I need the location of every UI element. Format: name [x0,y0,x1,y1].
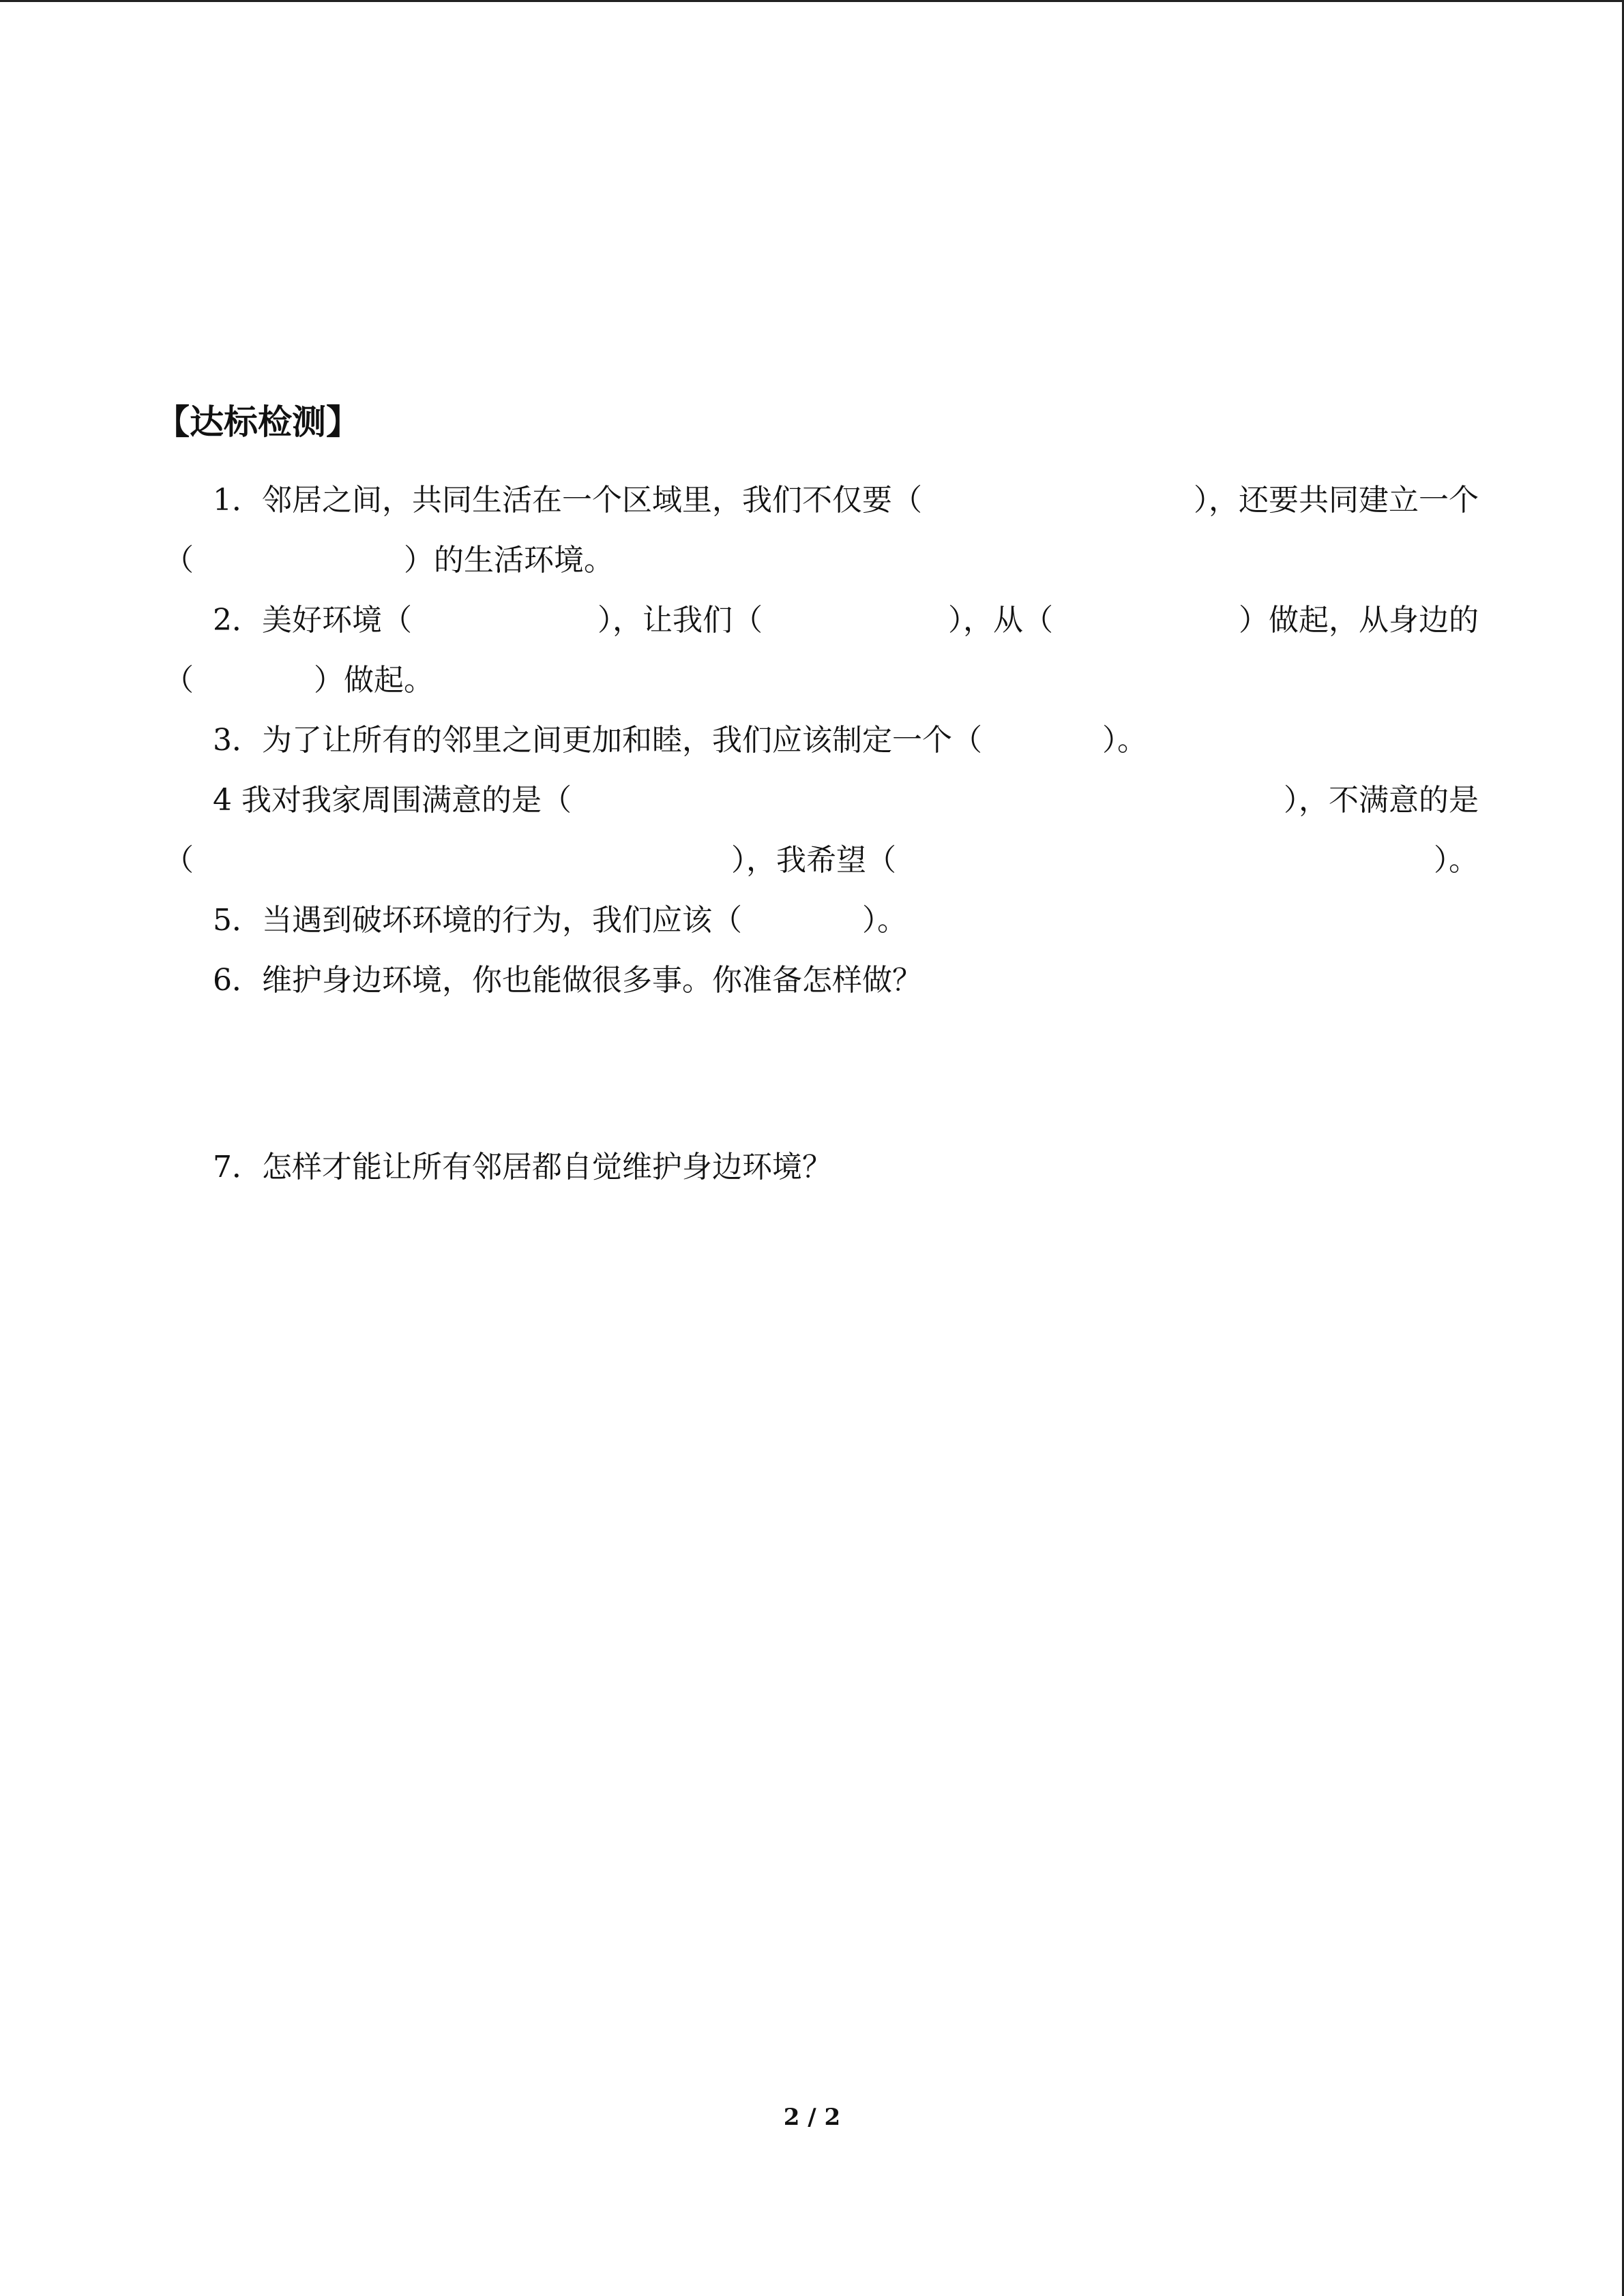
question-4-text-right: ），不满意的是 [1284,783,1479,818]
question-1-text-right: ），还要共同建立一个 [1194,483,1479,518]
question-2-text-b: ），让我们（ [597,603,763,638]
question-1-text-left: 1．邻居之间，共同生活在一个区域里，我们不仅要（ [213,483,922,518]
question-2-line-1 [164,591,1479,651]
question-7-text: 7．怎样才能让所有邻居都自觉维护身边环境？ [213,1150,832,1184]
question-4-text-left: 4 我对我家周围满意的是（ [213,783,572,818]
question-4-line-1 [164,771,1479,831]
question-2-line-2 [164,651,1479,711]
question-1-text-cont: （ ）的生活环境。 [164,543,614,578]
section-heading: 【达标检测】 [156,402,360,442]
question-4-line-2 [164,831,1479,891]
question-1-line-2 [164,531,1479,591]
question-4-text-b: ），我希望（ [731,843,896,878]
question-2-text-c: ），从（ [948,603,1053,638]
question-5-text: 5．当遇到破坏环境的行为，我们应该（ ）。 [213,903,907,938]
answer-space-6 [164,1011,1479,1137]
question-5-line-1 [164,891,1479,951]
question-4-text-c: ）。 [1434,843,1479,878]
question-7-line-1 [164,1137,1479,1197]
question-3-text: 3．为了让所有的邻里之间更加和睦，我们应该制定一个（ ）。 [213,723,1147,758]
question-6-line-1 [164,951,1479,1011]
question-list [164,471,1479,1197]
question-3-line-1 [164,711,1479,771]
question-2-text-d: ）做起，从身边的 [1239,603,1479,638]
page-number: 2 / 2 [783,2104,841,2131]
question-1-line-1 [164,471,1479,531]
question-4-text-a: （ [164,843,194,878]
question-2-text-cont: （ ）做起。 [164,663,434,698]
page-top-border [0,0,1624,2]
question-2-text-a: 2．美好环境（ [213,603,412,638]
question-6-text: 6．维护身边环境，你也能做很多事。你准备怎样做？ [213,963,922,998]
